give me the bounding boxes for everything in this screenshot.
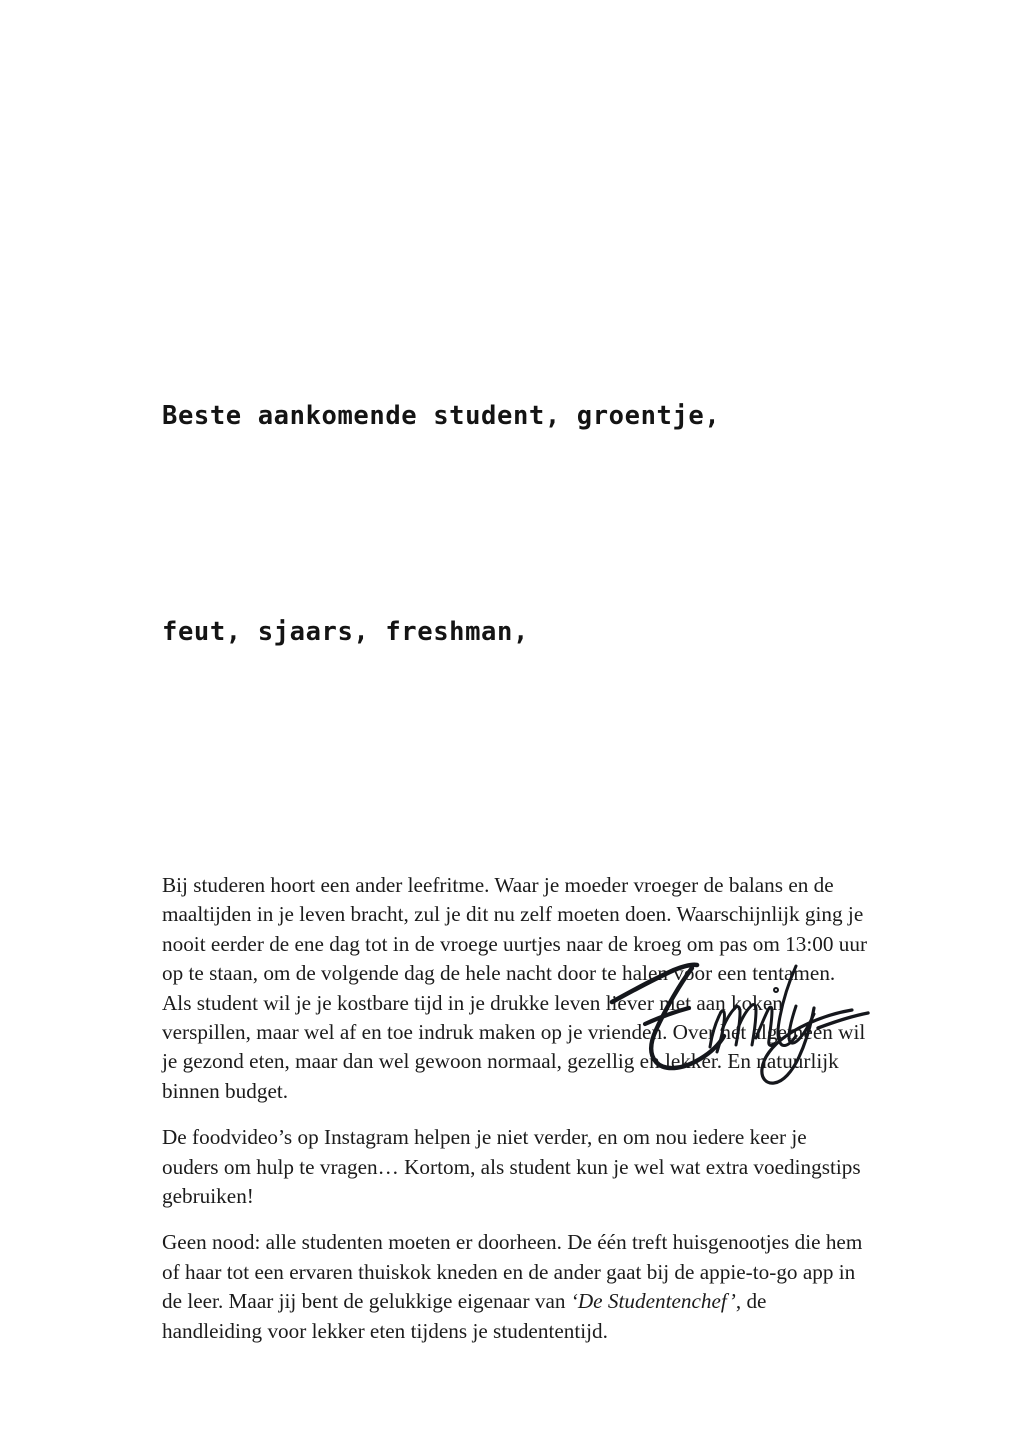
paragraph-1: Bij studeren hoort een ander leefritme. Waar je moeder vroeger de balans en de maaltijden in je leven bracht, zul je dit nu zelf moeten doen. Waarschijnlijk ging je nooit eerder de ene dag tot in de vroege uurtjes naar de kroeg om pas om 13:00 uur op te staan, om de volgende dag de hele nacht door te halen voor een tentamen. Als student wil je je kostbare tijd in je drukke leven liever niet aan koken verspillen, maar wel af en toe indruk maken op je vrienden. Over het algemeen wil je gezond eten, maar dan wel gewoon normaal, gezellig en lekker. En natuurlijk binnen budget. [162, 873, 868, 1103]
paragraph-3 [162, 1228, 868, 1346]
paragraph-3-part-1: Geen nood: alle studenten moeten er doorheen. De één treft huisgenootjes die hem of haar tot een ervaren thuiskok kneden en de ander gaat bij de appie-to-go app in de leer. Maar jij bent de gelukkige eigenaar van [162, 1230, 863, 1314]
paragraph-2: De foodvideo’s op Instagram helpen je niet verder, en om nou iedere keer je ouders om hulp te vragen… Kortom, als student kun je wel wat extra voedingstips gebruiken! [162, 1125, 861, 1209]
salutation [162, 236, 868, 812]
salutation-line-2: feut, sjaars, freshman, [162, 617, 529, 647]
letter-content [162, 236, 868, 1346]
letter-paragraphs [162, 871, 868, 1346]
signature [600, 946, 880, 1091]
salutation-line-1: Beste aankomende student, groentje, [162, 401, 721, 431]
book-title-italic: ‘De Studentenchef’ [570, 1289, 736, 1314]
signature-handwriting-icon [600, 946, 880, 1091]
paragraph-3-part-2: , de handleiding voor lekker eten tijdens je studententijd. [162, 1289, 767, 1343]
